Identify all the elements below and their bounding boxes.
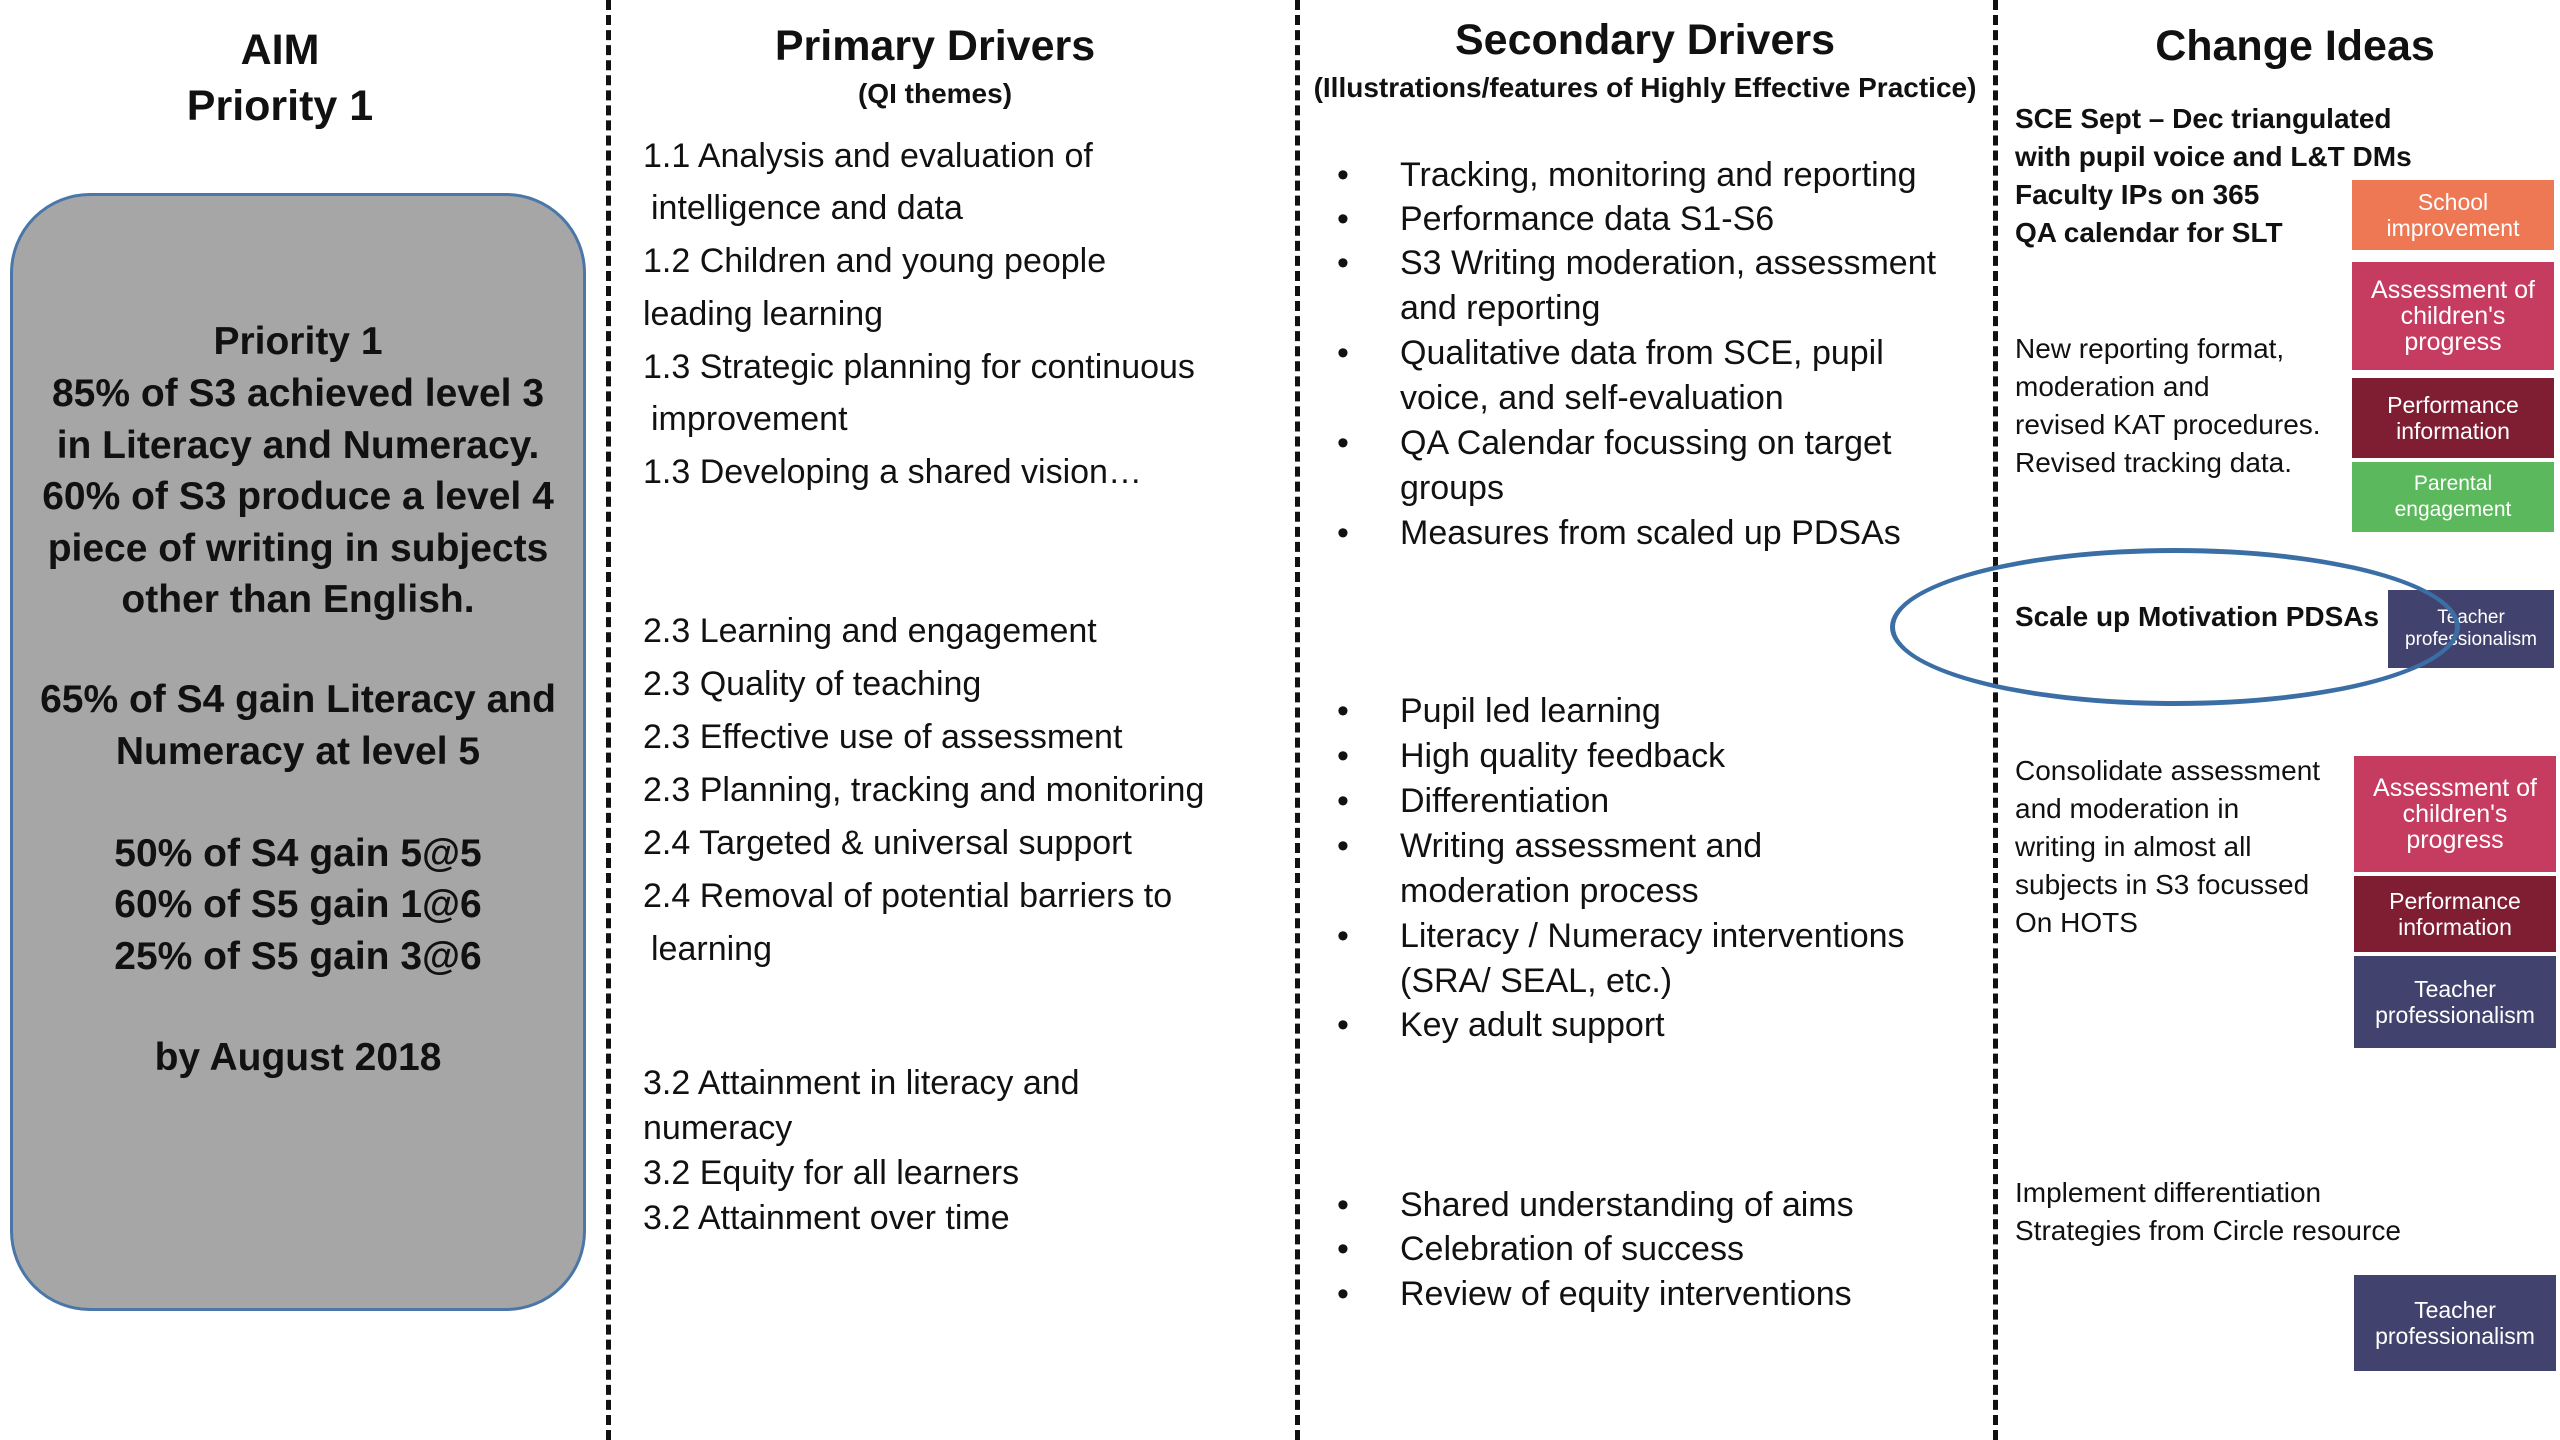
aim-line: 60% of S3 produce a level 4 xyxy=(42,475,554,518)
bullet-icon: • xyxy=(1337,200,1349,238)
column-divider-1 xyxy=(606,0,611,1440)
change-title: Change Ideas xyxy=(2155,22,2435,70)
primary-driver-line: leading learning xyxy=(643,295,884,333)
secondary-title: Secondary Drivers xyxy=(1454,16,1836,64)
aim-line: 50% of S4 gain 5@5 xyxy=(114,832,482,875)
change-idea-text: New reporting format, xyxy=(2015,333,2285,364)
tag-assessment: Assessment of children's progress xyxy=(2354,756,2556,872)
bullet-icon: • xyxy=(1337,514,1349,552)
secondary-subtitle: (Illustrations/features of Highly Effective Practice) xyxy=(1313,72,1977,103)
aim-title xyxy=(0,22,560,134)
primary-driver-line: 1.1 Analysis and evaluation of xyxy=(643,137,1093,175)
primary-subtitle: (QI themes) xyxy=(857,78,1013,109)
change-idea-text: revised KAT procedures. xyxy=(2015,409,2321,440)
change-idea-text: writing in almost all xyxy=(2015,831,2252,862)
highlight-ellipse xyxy=(1890,548,2460,706)
aim-line: 25% of S5 gain 3@6 xyxy=(114,935,482,978)
tag-teacher: Teacher professionalism xyxy=(2388,590,2554,668)
aim-line: 65% of S4 gain Literacy and xyxy=(40,678,556,721)
primary-driver-line: 1.3 Developing a shared vision… xyxy=(643,453,1142,491)
aim-line: Priority 1 xyxy=(213,320,383,363)
aim-line: piece of writing in subjects xyxy=(47,527,549,570)
column-divider-2 xyxy=(1295,0,1300,1440)
aim-line: 60% of S5 gain 1@6 xyxy=(114,883,482,926)
aim-title-line1: AIM xyxy=(240,26,320,74)
bullet-icon: • xyxy=(1337,156,1349,194)
bullet-icon: • xyxy=(1337,1006,1349,1044)
bullet-icon: • xyxy=(1337,827,1349,865)
change-idea-text: On HOTS xyxy=(2015,907,2138,938)
primary-driver-line: 1.3 Strategic planning for continuous xyxy=(643,348,1195,386)
primary-driver-line: improvement xyxy=(651,400,848,438)
tag-teacher: Teacher professionalism xyxy=(2354,1275,2556,1371)
primary-title: Primary Drivers xyxy=(774,22,1096,70)
bullet-icon: • xyxy=(1337,334,1349,372)
primary-driver-line: 2.3 Quality of teaching xyxy=(643,665,982,703)
primary-driver-line: intelligence and data xyxy=(651,189,963,227)
primary-driver-line: numeracy xyxy=(643,1109,793,1147)
change-idea-text: Strategies from Circle resource xyxy=(2015,1215,2401,1246)
primary-driver-line: learning xyxy=(651,930,772,968)
column-divider-3 xyxy=(1993,0,1998,1440)
aim-line: Numeracy at level 5 xyxy=(115,730,481,773)
change-idea-text: subjects in S3 focussed xyxy=(2015,869,2310,900)
change-idea-text: and moderation in xyxy=(2015,793,2240,824)
bullet-icon: • xyxy=(1337,244,1349,282)
bullet-icon: • xyxy=(1337,917,1349,955)
tag-performance: Performance information xyxy=(2352,378,2554,458)
bullet-icon: • xyxy=(1337,1186,1349,1224)
change-idea-text: Scale up Motivation PDSAs xyxy=(2015,601,2380,632)
primary-driver-line: 2.3 Planning, tracking and monitoring xyxy=(643,771,1205,809)
change-idea-text: with pupil voice and L&T DMs xyxy=(2015,141,2412,172)
bullet-icon: • xyxy=(1337,782,1349,820)
primary-driver-line: 2.4 Removal of potential barriers to xyxy=(643,877,1173,915)
aim-line: 85% of S3 achieved level 3 xyxy=(51,372,545,415)
change-idea-text: Implement differentiation xyxy=(2015,1177,2322,1208)
primary-driver-line: 3.2 Attainment over time xyxy=(643,1199,1010,1237)
primary-driver-line: 3.2 Equity for all learners xyxy=(643,1154,1020,1192)
bullet-icon: • xyxy=(1337,1230,1349,1268)
aim-line: in Literacy and Numeracy. xyxy=(56,424,540,467)
bullet-icon: • xyxy=(1337,424,1349,462)
change-idea-text: SCE Sept – Dec triangulated xyxy=(2015,103,2392,134)
tag-assessment: Assessment of children's progress xyxy=(2352,262,2554,370)
bullet-icon: • xyxy=(1337,1275,1349,1313)
change-idea-text: moderation and xyxy=(2015,371,2210,402)
primary-driver-line: 1.2 Children and young people xyxy=(643,242,1107,280)
aim-line: by August 2018 xyxy=(154,1036,442,1079)
primary-driver-line: 2.3 Learning and engagement xyxy=(643,612,1097,650)
change-idea-text: Faculty IPs on 365 xyxy=(2015,179,2260,210)
primary-driver-line: 3.2 Attainment in literacy and xyxy=(643,1064,1080,1102)
change-idea-text: Revised tracking data. xyxy=(2015,447,2293,478)
primary-driver-line: 2.3 Effective use of assessment xyxy=(643,718,1123,756)
change-idea-text: QA calendar for SLT xyxy=(2015,217,2283,248)
tag-teacher: Teacher professionalism xyxy=(2354,956,2556,1048)
tag-school-improvement: School improvement xyxy=(2352,180,2554,250)
bullet-icon: • xyxy=(1337,692,1349,730)
aim-line: other than English. xyxy=(121,578,475,621)
aim-title-line2: Priority 1 xyxy=(186,82,374,130)
primary-driver-line: 2.4 Targeted & universal support xyxy=(643,824,1132,862)
bullet-icon: • xyxy=(1337,737,1349,775)
tag-performance: Performance information xyxy=(2354,876,2556,952)
change-idea-text: Consolidate assessment xyxy=(2015,755,2321,786)
tag-parental: Parental engagement xyxy=(2352,462,2554,532)
